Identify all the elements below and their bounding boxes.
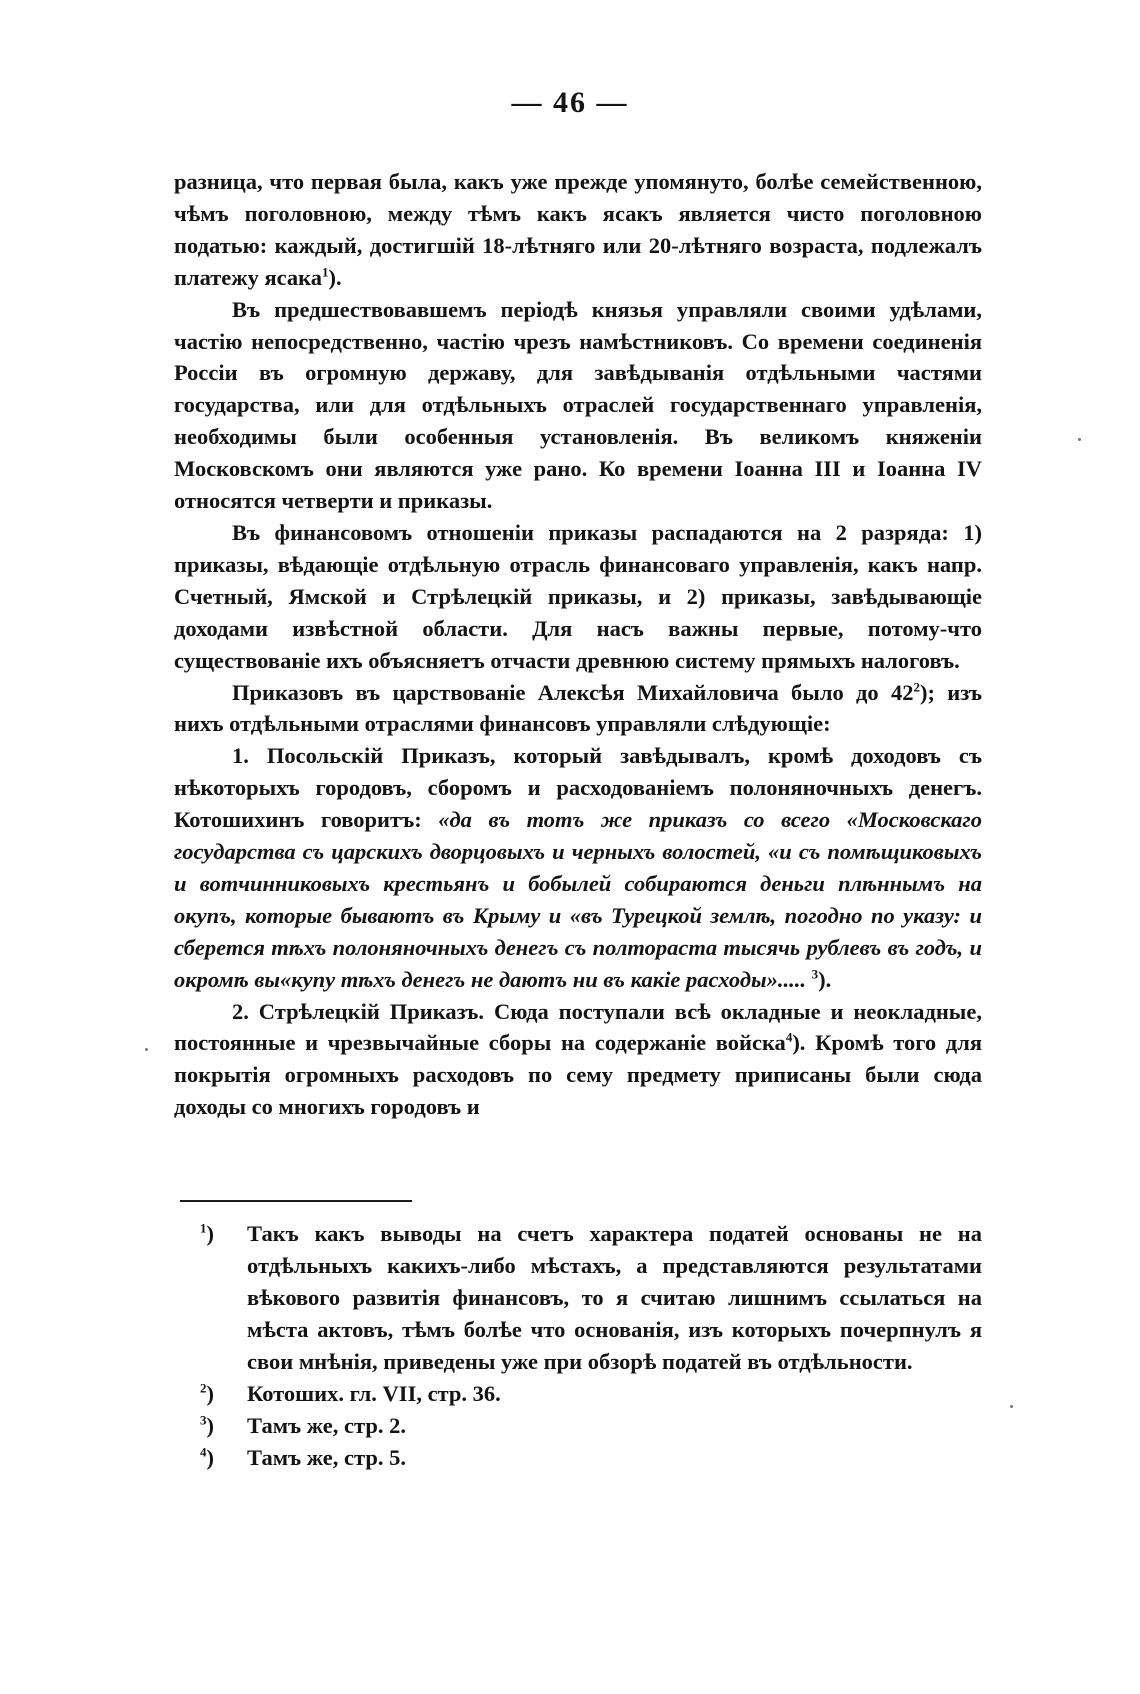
text-run: 1. Посольскій Приказъ, который завѣдывалъ, кромѣ доходовъ съ нѣкоторыхъ городовъ, сборомъ и расходованіемъ полоняночныхъ денегъ. Котошихинъ говоритъ:	[174, 743, 982, 833]
paragraph	[174, 166, 982, 294]
print-speck	[145, 1048, 148, 1051]
text-run: ).	[328, 264, 342, 290]
footnote-number: 2	[200, 1380, 207, 1396]
footnote	[200, 1218, 982, 1378]
footnote-number: 3	[200, 1412, 207, 1428]
text-run: ).	[818, 966, 832, 992]
footnote	[200, 1442, 982, 1474]
footnote-ref: 1	[322, 264, 329, 280]
footnote-mark: $^1$)	[200, 1220, 214, 1246]
footnote-ref: 4	[785, 1029, 793, 1045]
paragraph	[174, 517, 982, 677]
quotation: «да въ тотъ же приказъ со всего «Московскаго государства съ царскихъ дворцовыхъ и черныхъ волостей, «и съ помѣщиковыхъ и вотчинниковыхъ крестьянъ и бобылей собираются деньги плѣннымъ на окупъ, которые бываютъ въ Крыму и «въ Турецкой землѣ, погодно по указу: и сберется тѣхъ полоняночныхъ денегъ съ полтораста тысячь рублевъ въ годъ, и окромѣ вы«купу тѣхъ денегъ не даютъ ни въ какіе расходы».....	[174, 807, 982, 992]
text-run: Приказовъ въ царствованіе Алексѣя Михайловича было до 42	[232, 679, 914, 705]
paragraph	[174, 294, 982, 517]
footnote-ref: 2	[913, 679, 920, 694]
page-number: — 46 —	[511, 86, 629, 119]
footnote-mark: $^4$)	[200, 1444, 214, 1470]
text-run: 2. Стрѣлецкій Приказъ. Сюда поступали всѣ окладные и неокладные, постоянные и чрезвычайные сборы на содержаніе войска	[174, 998, 982, 1056]
footnote-text: Котоших. гл. VII, стр. 36.	[247, 1381, 501, 1406]
footnote	[200, 1410, 982, 1442]
print-speck	[1010, 1405, 1013, 1408]
paragraph	[174, 740, 982, 995]
footnote-ref: 3	[811, 966, 819, 982]
footnote	[200, 1378, 982, 1410]
main-text	[174, 166, 982, 1123]
text-run: разница, что первая была, какъ уже прежде упомянуто, болѣе семейственною, чѣмъ поголовною, между тѣмъ какъ ясакъ является чисто поголовною податью: каждый, достигшій 18-лѣтняго или 20-лѣтняго возраста, подлежалъ платежу ясака	[174, 169, 982, 290]
text-run: ); изъ нихъ отдѣльными отраслями финансовъ управляли слѣдующіе:	[174, 679, 982, 737]
footnote-number: 1	[200, 1220, 207, 1236]
paragraph	[174, 996, 982, 1124]
print-speck	[1078, 438, 1081, 441]
footnote-text: Такъ какъ выводы на счетъ характера податей основаны не на отдѣльныхъ какихъ-либо мѣстахъ, а представляются результатами вѣкового развитія финансовъ, то я считаю лишнимъ ссылаться на мѣста актовъ, тѣмъ болѣе что основанія, изъ которыхъ почерпнулъ я свои мнѣнія, приведены уже при обзорѣ податей въ отдѣльности.	[247, 1221, 982, 1374]
paragraph	[174, 677, 982, 741]
footnote-number: 4	[200, 1444, 207, 1460]
footnotes	[200, 1218, 982, 1474]
footnote-separator	[180, 1200, 412, 1202]
footnote-mark: $^3$)	[200, 1412, 214, 1438]
footnote-text: Тамъ же, стр. 5.	[247, 1445, 406, 1470]
footnote-mark: $^2$)	[200, 1380, 214, 1406]
text-run: Въ финансовомъ отношеніи приказы распадаются на 2 разряда: 1) приказы, вѣдающіе отдѣльную отрасль финансоваго управленія, какъ напр. Счетный, Ямской и Стрѣлецкій приказы, и 2) приказы, завѣдывающіе доходами извѣстной области. Для насъ важны первые, потому-что существованіе ихъ объясняетъ отчасти древнюю систему прямыхъ налоговъ.	[174, 519, 982, 673]
text-run: Въ предшествовавшемъ періодѣ князья управляли своими удѣлами, частію непосредственно, частію чрезъ намѣстниковъ. Со времени соединенія Россіи въ огромную державу, для завѣдыванія отдѣльными частями государства, или для отдѣльныхъ отраслей государственнаго управленія, необходимы были особенныя установленія. Въ великомъ княженіи Московскомъ они являются уже рано. Ко времени Іоанна III и Іоанна IV относятся четверти и приказы.	[174, 296, 982, 514]
text-run: ). Кромѣ того для покрытія огромныхъ расходовъ по сему предмету приписаны были сюда доходы со многихъ городовъ и	[174, 1030, 982, 1120]
footnote-text: Тамъ же, стр. 2.	[247, 1413, 406, 1438]
